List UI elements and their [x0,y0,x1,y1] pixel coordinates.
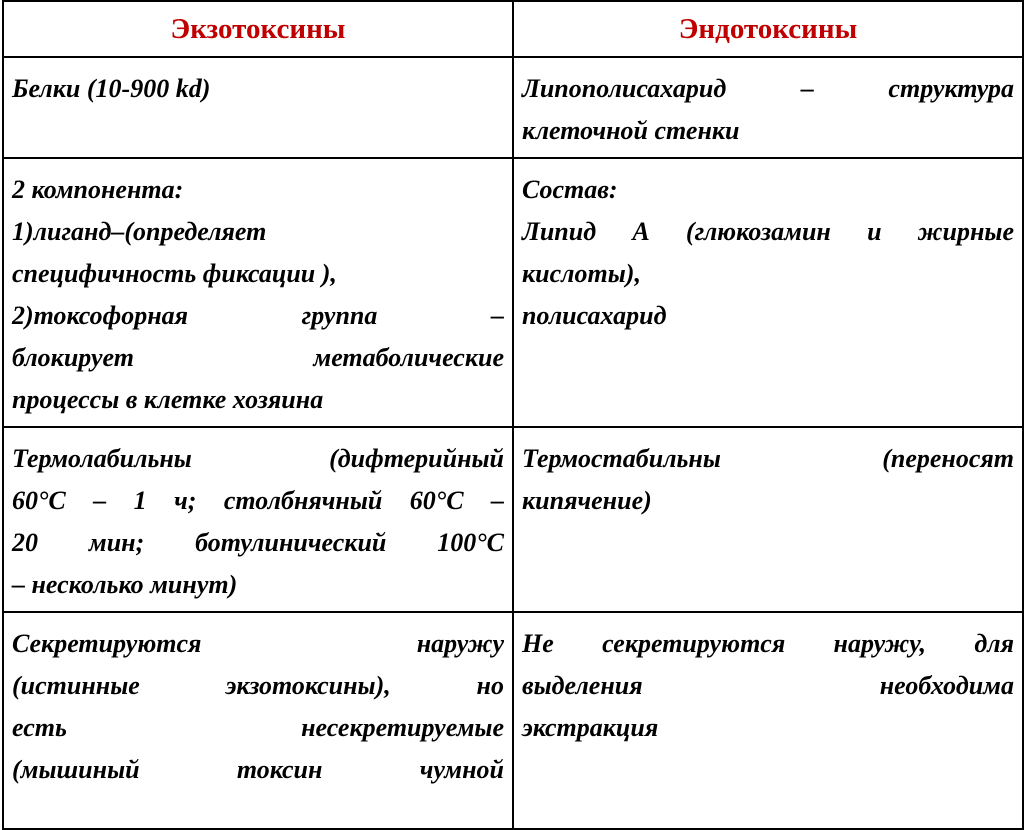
table-row [3,158,1023,427]
cell-line: блокирует метаболические [12,343,504,372]
cell-line: кислоты), [522,259,641,288]
cell-line: есть несекретируемые [12,713,504,742]
cell-line: кипячение) [522,486,652,515]
cell-line: Липополисахарид – структура [522,74,1014,103]
cell-line: Белки (10-900 kd) [12,74,211,103]
cell-line: Термостабильны (переносят [522,444,1014,473]
cell-line: 2 компонента: [12,175,184,204]
table-row [3,57,1023,158]
cell-line: (истинные экзотоксины), но [12,671,504,700]
cell-endotoxin-thermostability [513,427,1023,612]
cell-line: выделения необходима [522,671,1014,700]
cell-line: Липид А (глюкозамин и жирные [522,217,1014,246]
cell-endotoxin-secretion [513,612,1023,829]
cell-exotoxin-secretion [3,612,513,829]
table-row [3,612,1023,829]
cell-line: Термолабильны (дифтерийный [12,444,504,473]
cell-line: 1)лиганд–(определяет [12,217,267,246]
cell-line: процессы в клетке хозяина [12,385,324,414]
cell-line: полисахарид [522,301,667,330]
cell-exotoxin-thermolability [3,427,513,612]
cell-line: (мышиный токсин чумной [12,755,504,784]
cell-line: Секретируются наружу [12,629,504,658]
comparison-table [2,0,1024,830]
cell-exotoxin-components [3,158,513,427]
cell-endotoxin-composition [513,158,1023,427]
header-row [3,1,1023,57]
table-row [3,427,1023,612]
cell-line: Состав: [522,175,618,204]
header-exotoxins: Экзотоксины [3,1,513,57]
cell-line: Не секретируются наружу, для [522,629,1014,658]
cell-line: 60°С – 1 ч; столбнячный 60°С – [12,486,504,515]
cell-endotoxin-nature [513,57,1023,158]
cell-line: 20 мин; ботулинический 100°С [12,528,504,557]
cell-line: 2)токсофорная группа – [12,301,504,330]
cell-line: специфичность фиксации ), [12,259,337,288]
header-endotoxins: Эндотоксины [513,1,1023,57]
cell-line: – несколько минут) [12,570,238,599]
cell-line: клеточной стенки [522,116,740,145]
cell-exotoxin-nature [3,57,513,158]
cell-line: экстракция [522,713,659,742]
